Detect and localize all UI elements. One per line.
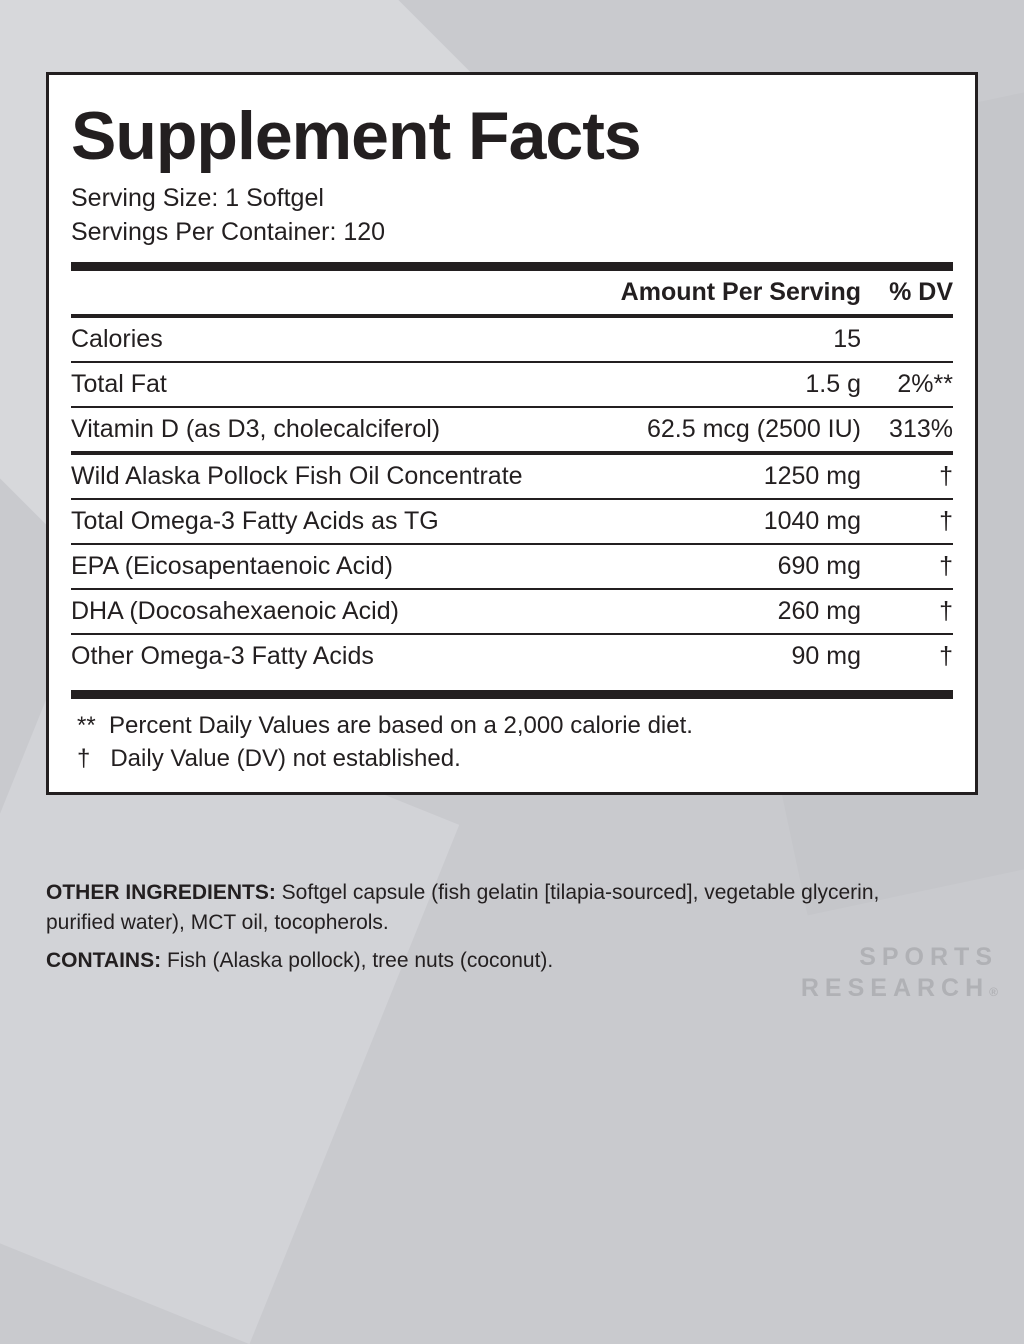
brand-logo [801, 942, 998, 1005]
divider-thick-top [71, 262, 953, 271]
nutrition-table [71, 271, 953, 678]
brand-line-1: SPORTS [859, 942, 998, 971]
table-row [71, 499, 953, 544]
row-name: Total Fat [71, 362, 587, 407]
other-ingredients-heading: OTHER INGREDIENTS: [46, 881, 276, 904]
row-amount: 62.5 mcg (2500 IU) [587, 407, 861, 453]
row-dv: † [861, 589, 953, 634]
column-header-amount: Amount Per Serving [587, 271, 861, 316]
table-row [71, 544, 953, 589]
column-header-name [71, 271, 587, 316]
servings-per-container: Servings Per Container: 120 [71, 218, 386, 247]
row-name: Wild Alaska Pollock Fish Oil Concentrate [71, 453, 587, 499]
row-amount: 1.5 g [587, 362, 861, 407]
table-row [71, 634, 953, 678]
table-row [71, 589, 953, 634]
brand-line-2-text: RESEARCH [800, 973, 990, 1002]
footnotes [71, 699, 953, 776]
table-header-row [71, 271, 953, 316]
row-dv [861, 316, 953, 362]
row-amount: 90 mg [791, 641, 861, 670]
table-row [71, 453, 953, 499]
row-amount: 260 mg [587, 589, 861, 634]
contains-text: Fish (Alaska pollock), tree nuts (coconut). [161, 948, 554, 972]
supplement-facts-panel [46, 72, 978, 795]
table-row [71, 362, 953, 407]
footnote-dagger: † Daily Value (DV) not established. [77, 745, 461, 773]
row-amount: 1250 mg [587, 453, 861, 499]
contains-heading: CONTAINS: [46, 948, 162, 972]
table-row [71, 316, 953, 362]
row-amount: 15 [587, 316, 861, 362]
row-amount: 1040 mg [587, 499, 861, 544]
row-name: Calories [71, 316, 587, 362]
registered-trademark-icon: ® [989, 984, 998, 999]
divider-thick-bottom [71, 690, 953, 699]
row-name: Total Omega-3 Fatty Acids as TG [71, 499, 587, 544]
row-name: Other Omega-3 Fatty Acids [71, 641, 374, 670]
row-name: Vitamin D (as D3, cholecalciferol) [71, 407, 587, 453]
row-name: DHA (Docosahexaenoic Acid) [71, 589, 587, 634]
row-dv: † [939, 641, 953, 670]
row-dv: † [861, 499, 953, 544]
brand-line-2 [801, 973, 998, 1004]
other-ingredients-line [46, 878, 936, 939]
column-header-dv: % DV [861, 271, 953, 316]
row-dv: † [861, 544, 953, 589]
row-dv: 313% [861, 407, 953, 453]
table-row [71, 407, 953, 453]
other-ingredients-text: Softgel capsule (fish gelatin [tilapia-sourced], vegetable glycerin, purified water), MCT oil, tocopherols. [46, 881, 880, 935]
row-amount: 690 mg [587, 544, 861, 589]
page-title: Supplement Facts [71, 98, 641, 174]
footnote-percent-dv: ** Percent Daily Values are based on a 2,000 calorie diet. [77, 711, 693, 739]
serving-size: Serving Size: 1 Softgel [71, 184, 324, 213]
row-dv: 2%** [861, 362, 953, 407]
row-dv: † [861, 453, 953, 499]
row-name: EPA (Eicosapentaenoic Acid) [71, 544, 587, 589]
